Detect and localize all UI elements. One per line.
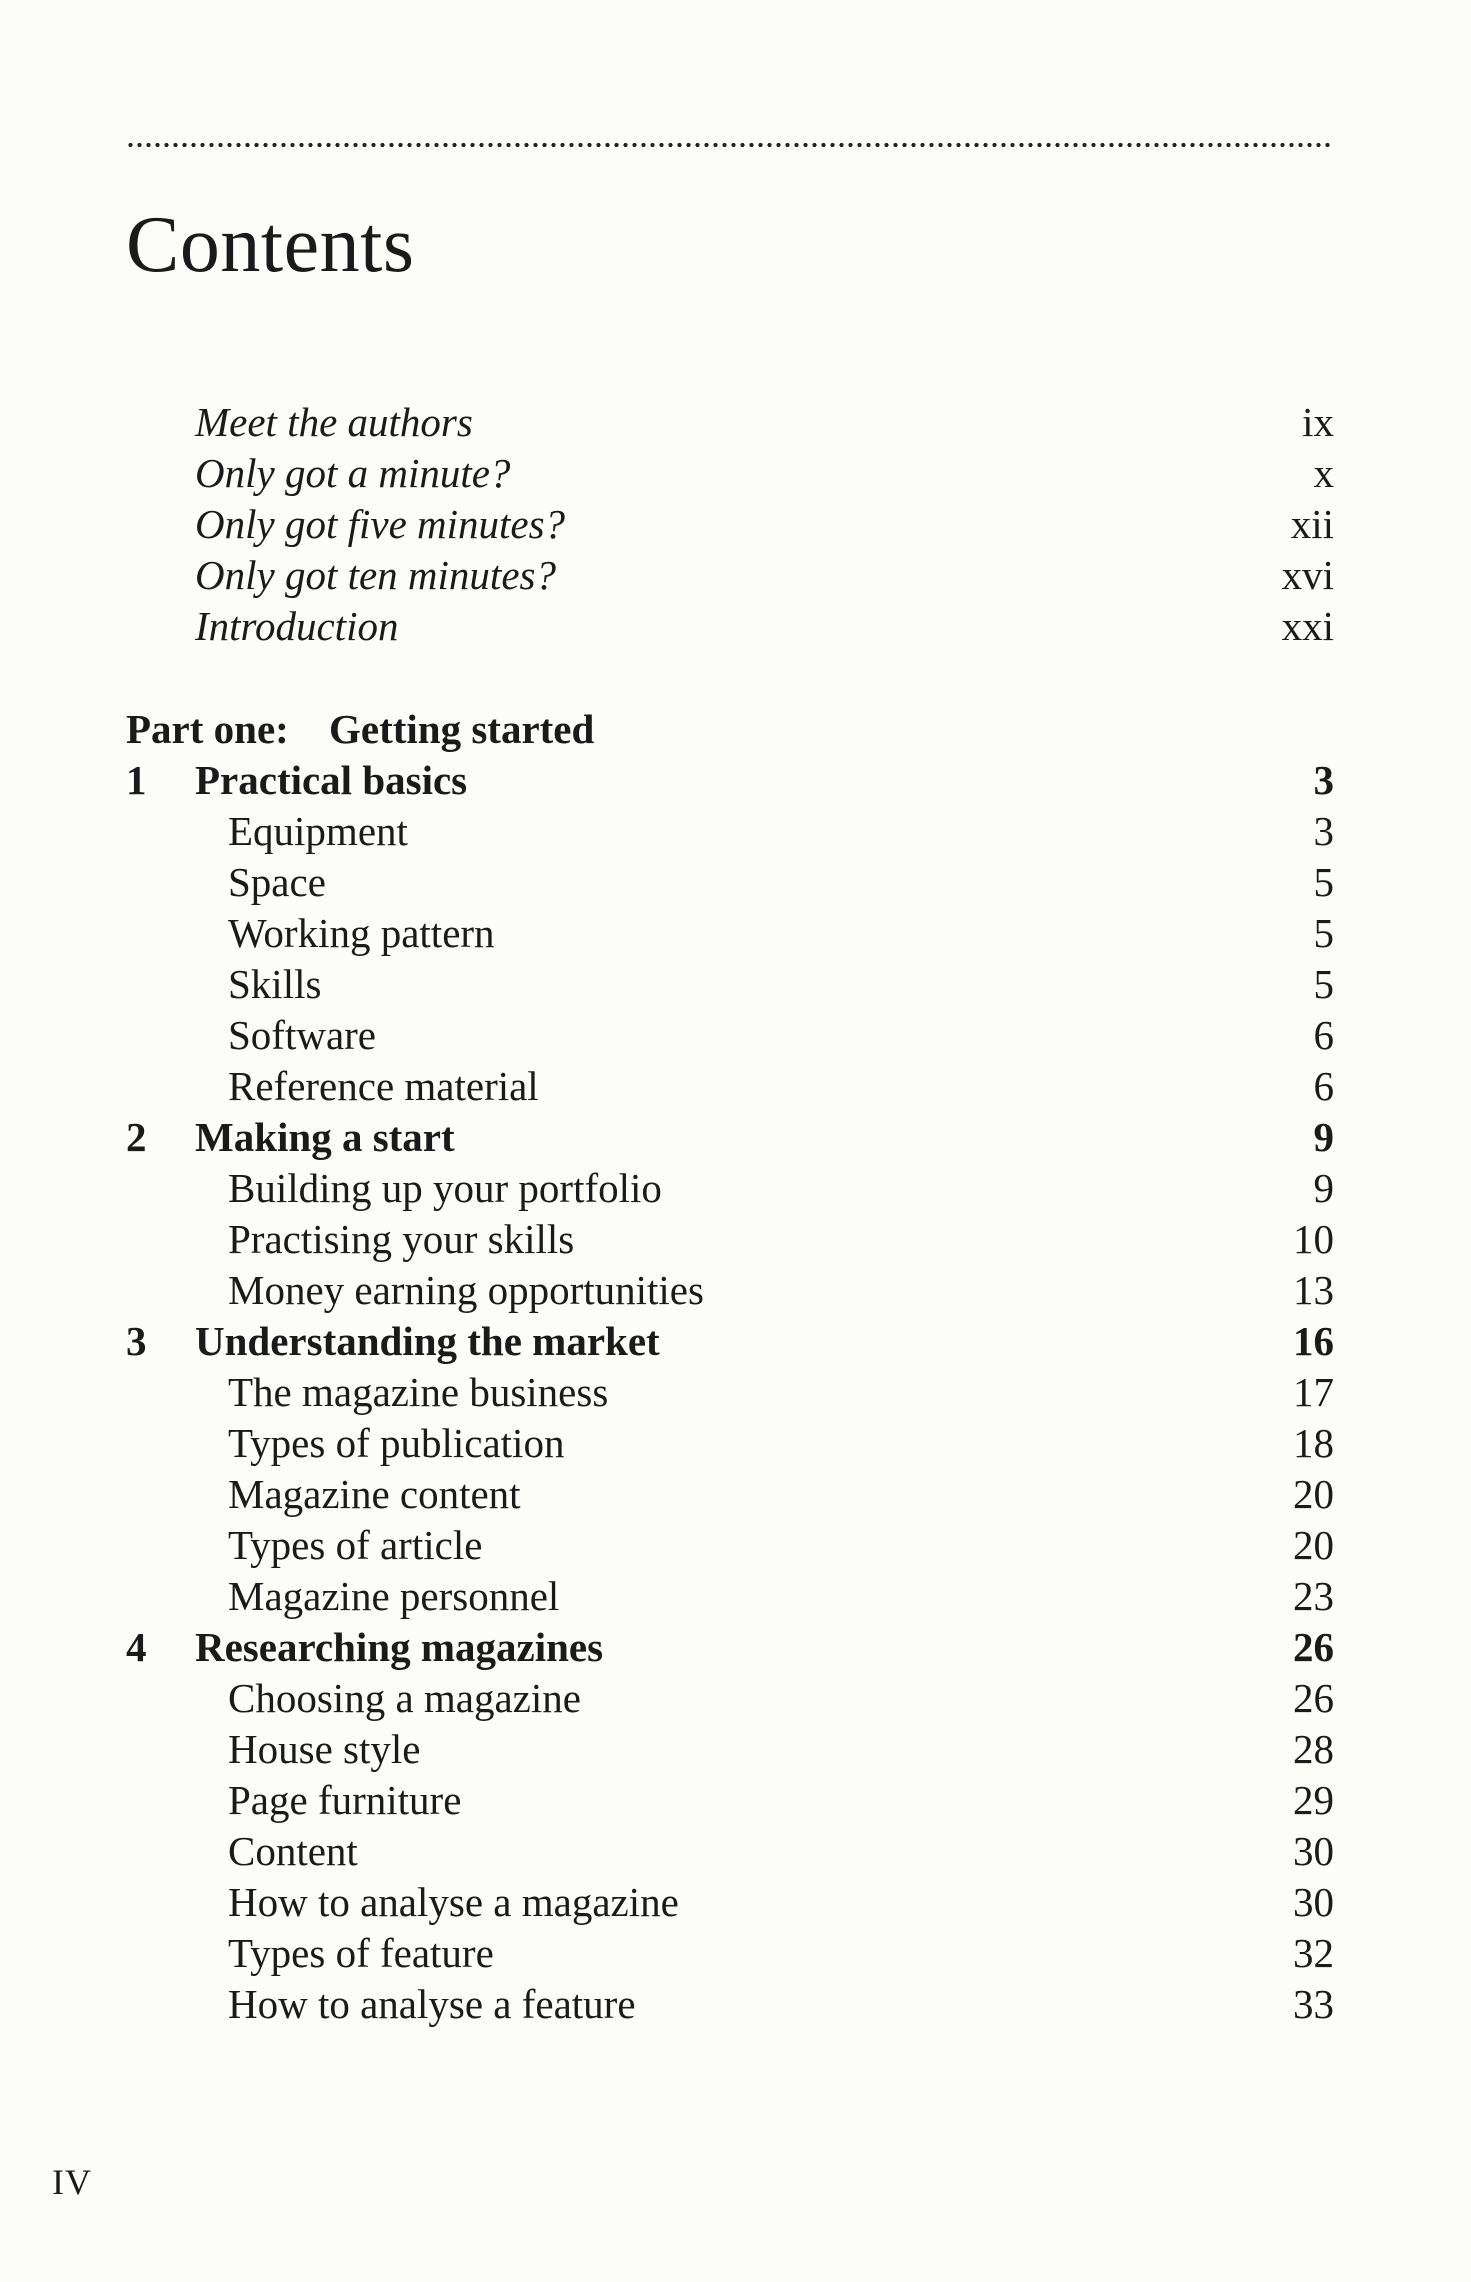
toc-entry-section[interactable] <box>126 1724 1334 1774</box>
section-label: Skills <box>228 961 322 1007</box>
toc-entry-section[interactable] <box>126 1367 1334 1417</box>
part-label: Part one: <box>126 706 289 752</box>
section-page: 17 <box>1293 1369 1334 1415</box>
toc-entry-section[interactable] <box>126 1418 1334 1468</box>
section-page: 18 <box>1293 1420 1334 1466</box>
section-label: Reference material <box>228 1063 539 1109</box>
chapter-page: 26 <box>1293 1624 1334 1670</box>
toc-entry-section[interactable] <box>126 1469 1334 1519</box>
entry-label: Introduction <box>195 603 399 649</box>
section-page: 10 <box>1293 1216 1334 1262</box>
toc-entry-section[interactable] <box>126 1571 1334 1621</box>
section-label: Building up your portfolio <box>228 1165 662 1211</box>
chapter-title: Understanding the market <box>195 1318 660 1364</box>
section-label: How to analyse a magazine <box>228 1879 679 1925</box>
section-page: 33 <box>1293 1981 1334 2027</box>
toc-entry-front-matter[interactable] <box>126 448 1334 498</box>
toc-entry-section[interactable] <box>126 1877 1334 1927</box>
toc-entry-section[interactable] <box>126 1061 1334 1111</box>
section-page: 5 <box>1313 961 1334 1007</box>
toc-entry-section[interactable] <box>126 1520 1334 1570</box>
section-label: Content <box>228 1828 358 1874</box>
chapter-page: 3 <box>1313 757 1334 803</box>
section-label: Types of article <box>228 1522 483 1568</box>
entry-page: x <box>1313 450 1334 496</box>
section-label: Space <box>228 859 326 905</box>
section-page: 6 <box>1313 1012 1334 1058</box>
section-label: Choosing a magazine <box>228 1675 581 1721</box>
section-page: 3 <box>1313 808 1334 854</box>
section-label: Software <box>228 1012 377 1058</box>
section-label: Magazine content <box>228 1471 521 1517</box>
toc-entry-section[interactable] <box>126 959 1334 1009</box>
section-label: Types of publication <box>228 1420 565 1466</box>
section-page: 30 <box>1293 1879 1334 1925</box>
section-label: House style <box>228 1726 421 1772</box>
entry-page: xxi <box>1281 603 1334 649</box>
section-label: Magazine personnel <box>228 1573 560 1619</box>
toc-entry-chapter[interactable] <box>126 755 1334 805</box>
section-page: 20 <box>1293 1522 1334 1568</box>
page-title: Contents <box>126 201 415 289</box>
chapter-number: 1 <box>126 757 147 803</box>
toc-entry-section[interactable] <box>126 908 1334 958</box>
section-page: 5 <box>1313 910 1334 956</box>
toc-entry-section[interactable] <box>126 1673 1334 1723</box>
section-label: Working pattern <box>228 910 495 956</box>
toc-entry-section[interactable] <box>126 1928 1334 1978</box>
toc-entry-chapter[interactable] <box>126 1316 1334 1366</box>
toc-entry-chapter[interactable] <box>126 1622 1334 1672</box>
page-number: IV <box>52 2162 92 2202</box>
chapter-page: 9 <box>1313 1114 1334 1160</box>
toc-entry-section[interactable] <box>126 806 1334 856</box>
chapter-title: Making a start <box>195 1114 455 1160</box>
toc-entry-section[interactable] <box>126 1979 1334 2029</box>
toc-entry-section[interactable] <box>126 1163 1334 1213</box>
section-page: 20 <box>1293 1471 1334 1517</box>
chapter-page: 16 <box>1293 1318 1334 1364</box>
toc-entry-front-matter[interactable] <box>126 601 1334 651</box>
entry-page: xvi <box>1281 552 1334 598</box>
toc-entry-section[interactable] <box>126 1775 1334 1825</box>
entry-page: xii <box>1290 501 1334 547</box>
toc-entry-front-matter[interactable] <box>126 397 1334 447</box>
section-label: Money earning opportunities <box>228 1267 704 1313</box>
part-title: Getting started <box>329 706 595 752</box>
toc-entry-section[interactable] <box>126 857 1334 907</box>
entry-label: Only got ten minutes? <box>195 552 556 598</box>
section-page: 26 <box>1293 1675 1334 1721</box>
entry-label: Only got a minute? <box>195 450 511 496</box>
section-page: 28 <box>1293 1726 1334 1772</box>
toc-entry-section[interactable] <box>126 1010 1334 1060</box>
toc-entry-chapter[interactable] <box>126 1112 1334 1162</box>
entry-label: Only got five minutes? <box>195 501 566 547</box>
chapter-number: 2 <box>126 1114 147 1160</box>
toc-entry-front-matter[interactable] <box>126 550 1334 600</box>
section-page: 5 <box>1313 859 1334 905</box>
section-page: 30 <box>1293 1828 1334 1874</box>
part-heading <box>126 704 1334 754</box>
section-label: How to analyse a feature <box>228 1981 636 2027</box>
toc-entry-section[interactable] <box>126 1265 1334 1315</box>
section-page: 6 <box>1313 1063 1334 1109</box>
section-label: The magazine business <box>228 1369 609 1415</box>
section-page: 32 <box>1293 1930 1334 1976</box>
toc-entry-section[interactable] <box>126 1214 1334 1264</box>
section-page: 9 <box>1313 1165 1334 1211</box>
chapter-title: Practical basics <box>195 757 468 803</box>
dotted-rule <box>126 141 1334 149</box>
section-page: 13 <box>1293 1267 1334 1313</box>
chapter-title: Researching magazines <box>195 1624 604 1670</box>
entry-label: Meet the authors <box>195 399 473 445</box>
section-page: 29 <box>1293 1777 1334 1823</box>
section-label: Equipment <box>228 808 408 854</box>
chapter-number: 3 <box>126 1318 147 1364</box>
entry-page: ix <box>1302 399 1334 445</box>
section-label: Practising your skills <box>228 1216 575 1262</box>
section-page: 23 <box>1293 1573 1334 1619</box>
section-label: Types of feature <box>228 1930 494 1976</box>
toc-entry-section[interactable] <box>126 1826 1334 1876</box>
section-label: Page furniture <box>228 1777 462 1823</box>
toc-entry-front-matter[interactable] <box>126 499 1334 549</box>
chapter-number: 4 <box>126 1624 147 1670</box>
